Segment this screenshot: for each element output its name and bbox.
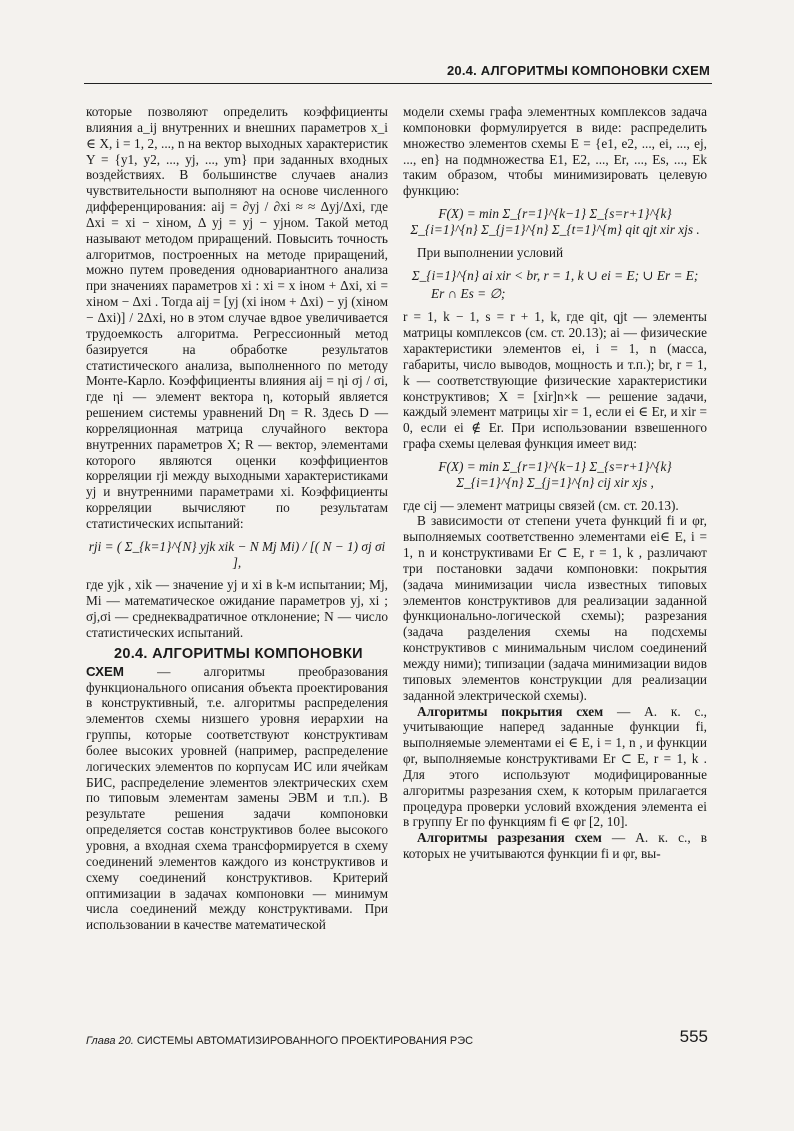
- objective-formula: F(X) = min Σ_{r=1}^{k−1} Σ_{s=r+1}^{k} Σ_{i=1}^{n} Σ_{j=1}^{n} Σ_{t=1}^{m} qit qjt xir xjs .: [410, 206, 700, 237]
- paragraph-text: — алгоритмы преобразования функционального описания объекта проектирования в конструктивный, т.е. алгоритмы распределения элементов схемы низшего уровня иерархии на группы, которые соответствуют конструктивам более высоких уровней (например, распределение логических элементов по корпусам ИС или ячейкам БИС, распределение элементов электрических схем по типовым элементам замены ЭВМ и т.п.). В результате решения задачи компоновки определяется состав конструктивов более высокого уровня, а входная схема трансформируется в схему соединений элементов каждого из конструктивов и схему соединений конструктивов. Критерий оптимизации в задачах компоновки — минимум числа соединений между конструктивами. При использовании в качестве математической: [86, 663, 389, 933]
- footer-chapter: Глава 20.: [86, 1035, 134, 1047]
- running-head: 20.4. АЛГОРИТМЫ КОМПОНОВКИ СХЕМ: [446, 63, 710, 78]
- footer: [86, 1035, 473, 1047]
- page-number: 555: [679, 1027, 708, 1046]
- weighted-objective-formula: F(X) = min Σ_{r=1}^{k−1} Σ_{s=r+1}^{k} Σ_{i=1}^{n} Σ_{j=1}^{n} cij xir xjs ,: [438, 458, 672, 490]
- paragraph: В зависимости от степени учета функций fi и φr, выполняемых соответственно элементами ei∈ E, i = 1, n и конструктивами Er ⊂ E, r = 1, k , различают три постановки задачи компоновки: покрытия (задача минимизации числа известных типовых элементов конструктивов для реализации заданной функционально-логической схемы); разрезания (задача разделения схемы на подсхемы конструктивов с минимальным числом соединений между ними); типизации (задача минимизации видов типовых элементов конструкции для реализации заданной электрической схемы).: [403, 513, 707, 703]
- paragraph: где cij — элемент матрицы связей (см. ст. 20.13).: [403, 497, 679, 513]
- paragraph-text: — А. к. с., учитывающие наперед заданные функции fi, выполняемые элементами ei ∈ E, i = 1, n , и функции φr, выполняемые конструктивами Er ⊂ E, r = 1, k . Для этого используют модифицированные алгоритмы разрезания схем, к которым прилагается процедура проверки условий вхождения элемента ei в группу Er по функциям fi ∈ φr [2, 10].: [403, 703, 707, 830]
- left-column: [86, 104, 388, 933]
- term-heading: Алгоритмы покрытия схем: [417, 703, 604, 719]
- section-title-continued: СХЕМ: [86, 663, 124, 679]
- term-heading: Алгоритмы разрезания схем: [417, 830, 602, 846]
- paragraph-text: — А. к. с., в которых не учитываются функции fi и φr, вы-: [403, 830, 707, 862]
- paragraph: [403, 704, 707, 831]
- section-title: 20.4. АЛГОРИТМЫ КОМПОНОВКИ: [114, 645, 363, 662]
- paragraph: r = 1, k − 1, s = r + 1, k, где qit, qjt — элементы матрицы комплексов (см. ст. 20.13); ai — физические характеристики элементов ei, i = 1, n (масса, габариты, число выводов, мощность и т.п.); br, r = 1, k — соответствующие физические характеристики конструктивов; X = [xir]n×k — решение задачи, каждый элемент матрицы xir = 1, если ei ∈ Er, и xir = 0, если ei ∉ Er. При использовании взвешенного графа схемы целевая функция имеет вид:: [403, 309, 707, 452]
- paragraph: которые позволяют определить коэффициенты влияния a_ij внутренних и внешних параметров x_i ∈ X, i = 1, 2, ..., n на вектор выходных характеристик Y = {y1, y2, ..., yj, ..., ym} при заданных входных воздействиях. В большинстве случаев анализ чувствительности выполняют на основе численного дифференцирования: aij = ∂yj / ∂xi ≈ ≈ Δyj/Δxi, где Δxi = xi − xiном, Δ yj = yj − yjном. Такой метод называют методом приращений. Повысить точность алгоритмов, построенных на методе приращений, можно путем проведения одновариантного анализа при значениях параметров xi : xi = x iном + Δxi, xi = xiном − Δxi . Тогда aij = [yj (xi iном + Δxi) − yj (xiном − Δxi)] / 2Δxi, но в этом случае вдвое увеличивается трудоемкость алгоритма. Регрессионный метод базируется на обработке результатов статистического анализа, выполненного по методу Монте-Карло. Коэффициенты влияния aij = ηi σj / σi, где ηi — элемент вектора η, который является решением системы уравнений Dη = R. Здесь D — корреляционная матрица случайного вектора внутренних параметров X; R — вектор, элементами которого являются оценки коэффициентов корреляции rji между выходными характеристиками yj и внутренними параметрами xi. Коэффициенты корреляции вычисляют по результатам статистических испытаний:: [86, 104, 388, 531]
- right-column: [403, 104, 707, 862]
- footer-chapter-title: СИСТЕМЫ АВТОМАТИЗИРОВАННОГО ПРОЕКТИРОВАНИЯ РЭС: [136, 1035, 474, 1047]
- constraint-formula: Σ_{i=1}^{n} ai xir < br, r = 1, k ∪ ei = E; ∪ Er = E;: [411, 267, 699, 283]
- paragraph: модели схемы графа элементных комплексов задача компоновки формулируется в виде: распределить множество элементов схемы E = {e1, e2, ..., ei, ..., ej, ..., en} на подмножества E1, E2, ..., Er, ..., Es, ..., Ek таким образом, чтобы минимизировать целевую функцию:: [403, 104, 707, 199]
- constraint-formula-2: Er ∩ Es = ∅;: [431, 286, 506, 302]
- paragraph: [403, 830, 707, 862]
- paragraph: [86, 664, 388, 933]
- paragraph: При выполнении условий: [417, 244, 564, 260]
- paragraph: где yjk , xik — значение yj и xi в k-м испытании; Mj, Mi — математическое ожидание параметров yj, xi ; σj,σi — среднеквадратичное отклонение; N — число статистических испытаний.: [86, 577, 388, 640]
- header-rule: [84, 83, 712, 84]
- correlation-formula: rji = ( Σ_{k=1}^{N} yjk xik − N Mj Mi) / [( N − 1) σj σi ],: [88, 538, 386, 570]
